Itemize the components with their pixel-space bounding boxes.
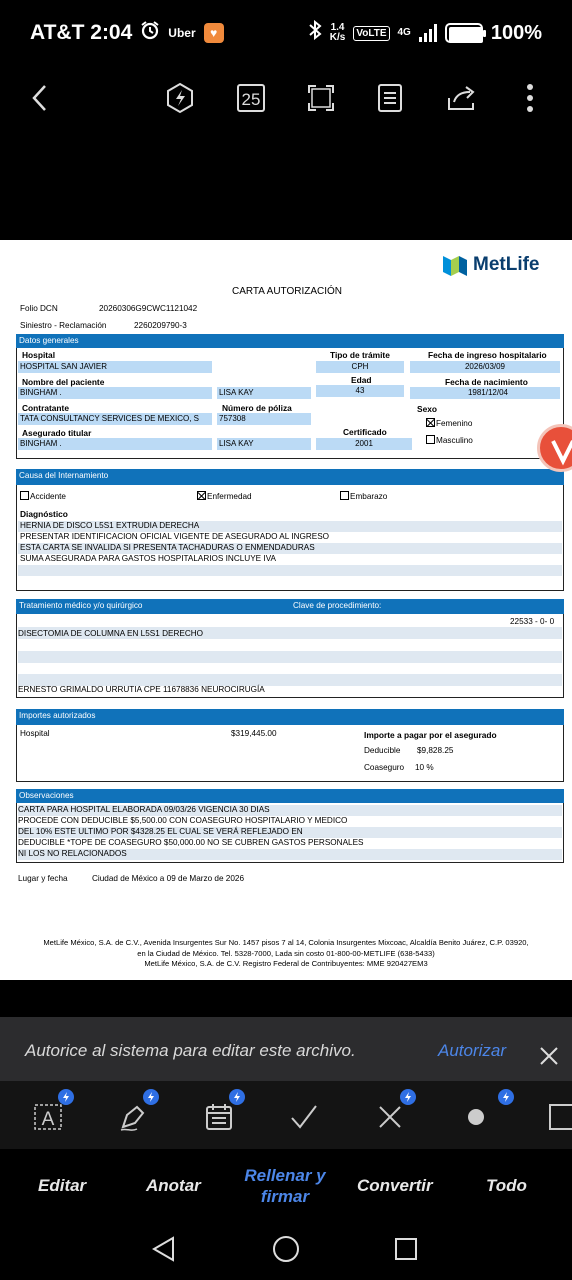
deducible-value: $9,828.25 [417, 746, 454, 755]
accidente-checkbox[interactable]: Accidente [20, 491, 66, 501]
certificado-label: Certificado [343, 427, 387, 437]
tratamiento-header: Tratamiento médico y/o quirúrgico Clave de procedimiento: [16, 599, 564, 614]
fullscreen-icon[interactable] [303, 80, 339, 116]
more-tool-icon[interactable] [540, 1099, 572, 1135]
siniestro-value: 2260209790-3 [134, 321, 187, 330]
page-count-icon[interactable] [233, 80, 269, 116]
folio-label: Folio DCN [20, 304, 58, 313]
edad-label: Edad [351, 375, 372, 385]
poliza-label: Número de póliza [222, 403, 292, 413]
uber-app-label: Uber [168, 26, 196, 40]
contratante-label: Contratante [22, 403, 69, 413]
lugar-label: Lugar y fecha [18, 874, 68, 883]
clave-value: 22533 - 0- 0 [510, 617, 555, 626]
causa-header: Causa del Internamiento [16, 469, 564, 485]
share-icon[interactable] [444, 80, 480, 116]
pdf-document-page[interactable] [0, 240, 572, 980]
tipo-tramite-label: Tipo de trámite [330, 350, 390, 360]
observaciones-header: Observaciones [16, 789, 564, 803]
heart-app-icon: ♥ [204, 23, 224, 43]
tab-anotar[interactable]: Anotar [146, 1176, 201, 1195]
nav-home-icon[interactable] [272, 1235, 300, 1268]
procedimiento-text: DISECTOMIA DE COLUMNA EN L5S1 DERECHO [18, 629, 204, 638]
text-box-icon[interactable] [30, 1099, 66, 1135]
edad-field[interactable]: 43 [316, 385, 404, 397]
observacion-line: CARTA PARA HOSPITAL ELABORADA 09/03/26 VIGENCIA 30 DIAS [18, 805, 270, 814]
certificado-field[interactable]: 2001 [316, 438, 412, 450]
back-icon[interactable] [22, 80, 58, 116]
diagnostico-line: SUMA ASEGURADA PARA GASTOS HOSPITALARIOS INCLUYE IVA [20, 554, 277, 563]
enfermedad-checkbox[interactable]: Enfermedad [197, 491, 252, 501]
asegurado-label: Asegurado titular [22, 428, 92, 438]
diagnostico-line: ESTA CARTA SE INVALIDA SI PRESENTA TACHADURAS O ENMENDADURAS [20, 543, 315, 552]
poliza-field[interactable]: 757308 [217, 413, 311, 425]
volte-badge: VoLTE [353, 26, 389, 41]
tab-rellenar-firmar[interactable]: Rellenar y firmar [244, 1166, 326, 1206]
folio-value: 20260306G9CWC1121042 [99, 304, 198, 313]
tipo-tramite-field[interactable]: CPH [316, 361, 404, 373]
premium-badge-icon [143, 1089, 159, 1105]
floating-edit-bubble-icon[interactable] [537, 424, 572, 472]
battery-percent: 100% [490, 21, 542, 44]
checked-icon [426, 418, 435, 427]
signal-icon [419, 24, 437, 42]
bluetooth-icon [308, 20, 322, 46]
premium-badge-icon [58, 1089, 74, 1105]
tratamiento-row-bg [18, 651, 562, 663]
battery-icon [445, 23, 483, 43]
observacion-line: DEDUCIBLE *TOPE DE COASEGURO $50,000.00 NO SE CUBREN GASTOS PERSONALES [18, 838, 364, 847]
svg-text:25: 25 [241, 90, 261, 109]
nacimiento-field[interactable]: 1981/12/04 [410, 387, 560, 399]
datos-generales-header: Datos generales [16, 334, 564, 348]
observacion-line: NI LOS NO RELACIONADOS [18, 849, 127, 858]
premium-badge-icon [400, 1089, 416, 1105]
importe-pagar-label: Importe a pagar por el asegurado [364, 730, 497, 740]
fecha-ingreso-label: Fecha de ingreso hospitalario [428, 350, 547, 360]
dot-icon[interactable] [458, 1099, 494, 1135]
premium-badge-icon [229, 1089, 245, 1105]
importe-hospital-label: Hospital [20, 729, 50, 738]
authorize-link[interactable]: Autorizar [438, 1041, 507, 1060]
network-speed: 1.4 K/s [329, 22, 346, 43]
fecha-ingreso-field[interactable]: 2026/03/09 [410, 361, 560, 373]
calendar-icon[interactable] [201, 1099, 237, 1135]
nacimiento-label: Fecha de nacimiento [445, 377, 528, 387]
embarazo-checkbox[interactable]: Embarazo [340, 491, 387, 501]
coaseguro-label: Coaseguro [364, 763, 405, 772]
femenino-checkbox[interactable]: Femenino [426, 418, 472, 428]
lugar-value: Ciudad de México a 09 de Marzo de 2026 [92, 874, 245, 883]
network-type: 4G [397, 27, 411, 38]
nav-recents-icon[interactable] [394, 1237, 418, 1266]
svg-text:A: A [41, 1109, 55, 1130]
diagnostico-row-bg [18, 565, 562, 576]
coaseguro-value: 10 % [415, 763, 434, 772]
fill-sign-tools [0, 1081, 572, 1149]
pen-sign-icon[interactable] [115, 1099, 151, 1135]
diagnostico-label: Diagnóstico [20, 509, 68, 519]
cross-mark-icon[interactable] [372, 1099, 408, 1135]
paciente-apellido-field[interactable]: BINGHAM . [18, 387, 212, 399]
deducible-label: Deducible [364, 746, 401, 755]
importes-header: Importes autorizados [16, 709, 564, 725]
observacion-line: PROCEDE CON DEDUCIBLE $5,500.00 CON COASEGURO HOSPITALARIO Y MEDICO [18, 816, 348, 825]
carrier-time: AT&T 2:04 [30, 21, 133, 44]
paciente-nombre-field[interactable]: LISA KAY [217, 387, 311, 399]
asegurado-apellido-field[interactable]: BINGHAM . [18, 438, 212, 450]
contratante-field[interactable]: TATA CONSULTANCY SERVICES DE MEXICO, S [18, 413, 212, 425]
checked-icon [197, 491, 206, 500]
metlife-logo: MetLife [443, 254, 540, 276]
alarm-icon [140, 20, 160, 46]
tab-editar[interactable]: Editar [38, 1176, 87, 1195]
status-bar [0, 0, 572, 66]
importe-hospital-value: $319,445.00 [231, 729, 277, 738]
nav-back-icon[interactable] [150, 1235, 178, 1268]
tab-convertir[interactable]: Convertir [357, 1176, 433, 1195]
close-icon[interactable] [538, 1045, 560, 1067]
siniestro-label: Siniestro - Reclamación [20, 321, 107, 330]
document-title: CARTA AUTORIZACIÓN [232, 286, 343, 297]
ai-hexagon-icon[interactable] [162, 80, 198, 116]
diagnostico-line: HERNIA DE DISCO L5S1 EXTRUDIA DERECHA [20, 521, 200, 530]
banner-message: Autorice al sistema para editar este archivo. [25, 1041, 356, 1060]
hospital-label: Hospital [22, 350, 56, 360]
observacion-line: DEL 10% ESTE ULTIMO POR $4328.25 EL CUAL SE VERÁ REFLEJADO EN [18, 827, 303, 836]
more-icon[interactable] [512, 80, 548, 116]
sexo-label: Sexo [417, 404, 438, 414]
checkmark-icon[interactable] [286, 1099, 322, 1135]
document-footer: MetLife México, S.A. de C.V., Avenida Insurgentes Sur No. 1457 pisos 7 al 14, Colonia Insurgentes Mixcoac, Alcaldía Benito Juárez, C.P. 03920, en la Ciudad de México. Tel. 5328-7000, Lada sin costo 01-800-00-METLIFE (638-5433) MetLife México, S.A. de C.V. Registro Federal de Contribuyentes: MME 920427EM3 [43, 938, 529, 968]
top-toolbar [0, 70, 572, 126]
clave-label: Clave de procedimiento: [293, 601, 382, 610]
bottom-tabs [0, 1149, 572, 1225]
asegurado-nombre-field[interactable]: LISA KAY [217, 438, 311, 450]
system-navigation-bar [0, 1225, 572, 1280]
diagnostico-line: PRESENTAR IDENTIFICACION OFICIAL VIGENTE DE ASEGURADO AL INGRESO [20, 532, 330, 541]
edit-permission-banner [0, 1017, 572, 1081]
masculino-checkbox[interactable]: Masculino [426, 435, 473, 445]
paciente-label: Nombre del paciente [22, 377, 105, 387]
medico-text: ERNESTO GRIMALDO URRUTIA CPE 11678836 NEUROCIRUGÍA [18, 685, 265, 694]
list-icon[interactable] [372, 80, 408, 116]
premium-badge-icon [498, 1089, 514, 1105]
tab-todo[interactable]: Todo [486, 1176, 527, 1195]
hospital-field[interactable]: HOSPITAL SAN JAVIER [18, 361, 212, 373]
